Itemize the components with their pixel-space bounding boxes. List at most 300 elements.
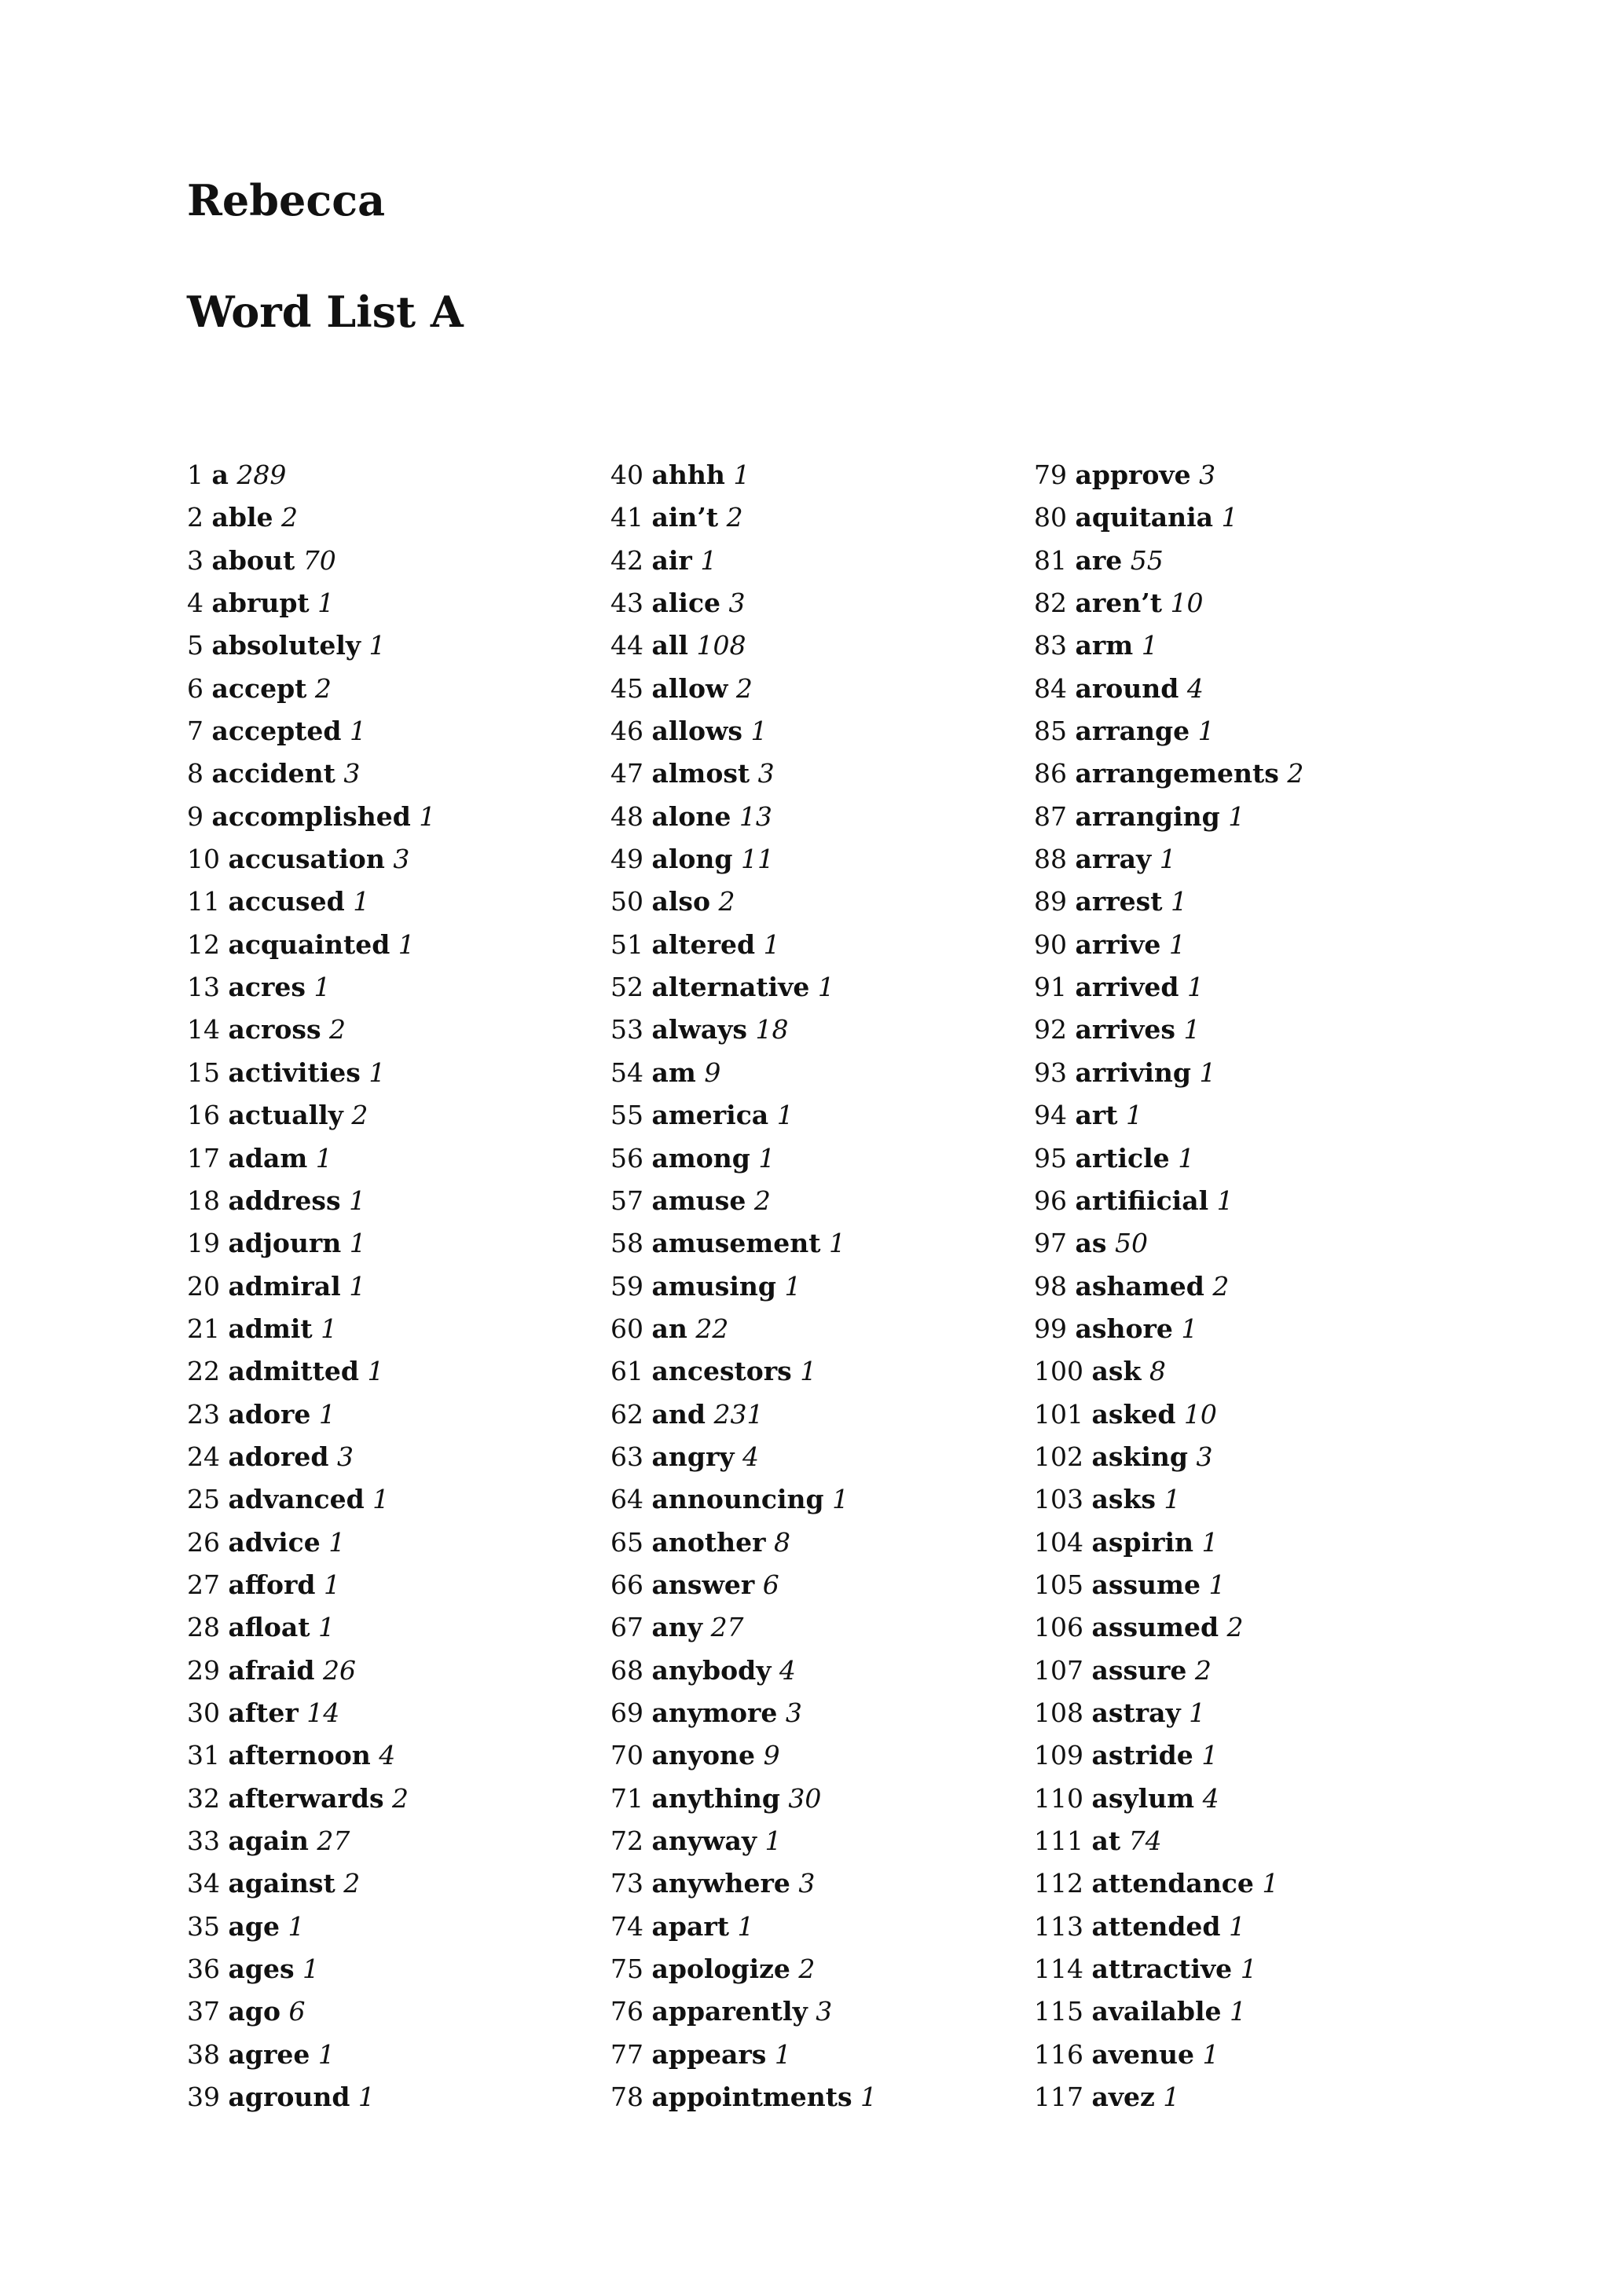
word-entry <box>610 454 1019 496</box>
entry-number: 28 <box>187 1612 220 1643</box>
entry-number: 36 <box>187 1954 220 1985</box>
word-entry <box>1034 454 1443 496</box>
word-entry <box>187 1564 596 1606</box>
entry-word: anyway <box>651 1825 757 1856</box>
word-entry <box>187 1734 596 1777</box>
entry-count: 1 <box>367 1356 384 1387</box>
word-entry <box>610 710 1019 753</box>
word-entry <box>187 881 596 923</box>
entry-word: apologize <box>651 1954 790 1985</box>
entry-count: 3 <box>757 758 775 789</box>
entry-word: afloat <box>228 1612 310 1643</box>
entry-word: article <box>1075 1142 1170 1174</box>
word-entry <box>1034 496 1443 539</box>
entry-count: 1 <box>1262 1868 1279 1899</box>
entry-number: 71 <box>610 1782 643 1814</box>
entry-word: attended <box>1091 1910 1221 1942</box>
entry-count: 1 <box>733 460 750 490</box>
word-entry <box>187 1522 596 1564</box>
entry-word: asks <box>1091 1484 1156 1515</box>
entry-count: 1 <box>372 1484 390 1515</box>
entry-count: 1 <box>1181 1313 1198 1344</box>
entry-count: 1 <box>419 800 436 832</box>
entry-count: 3 <box>785 1697 802 1728</box>
word-entry <box>1034 2034 1443 2076</box>
word-entry <box>187 1393 596 1436</box>
entry-word: another <box>651 1526 766 1558</box>
word-entry <box>1034 582 1443 624</box>
entry-count: 4 <box>779 1654 796 1686</box>
word-entry <box>187 1265 596 1308</box>
word-entry <box>1034 1606 1443 1649</box>
entry-count: 3 <box>343 758 361 789</box>
entry-number: 29 <box>187 1654 220 1686</box>
word-entry <box>1034 710 1443 753</box>
entry-number: 27 <box>187 1569 220 1600</box>
entry-word: arrives <box>1075 1014 1175 1045</box>
entry-number: 88 <box>1034 844 1067 875</box>
entry-number: 5 <box>187 630 203 661</box>
entry-count: 1 <box>1201 1526 1219 1558</box>
word-entry <box>1034 1692 1443 1734</box>
entry-count: 1 <box>349 1228 366 1259</box>
entry-number: 104 <box>1034 1526 1083 1558</box>
entry-number: 94 <box>1034 1100 1067 1131</box>
entry-count: 1 <box>1201 1740 1219 1771</box>
entry-word: advanced <box>228 1484 365 1515</box>
entry-word: arriving <box>1075 1056 1191 1088</box>
entry-count: 3 <box>728 588 746 619</box>
entry-word: also <box>651 886 711 917</box>
entry-number: 17 <box>187 1142 220 1174</box>
entry-count: 10 <box>1183 1398 1217 1430</box>
entry-number: 87 <box>1034 800 1067 832</box>
word-entry <box>610 1436 1019 1478</box>
entry-count: 1 <box>1126 1100 1143 1131</box>
entry-word: alice <box>651 588 721 619</box>
entry-word: anywhere <box>651 1868 790 1899</box>
entry-number: 59 <box>610 1270 643 1302</box>
entry-word: accusation <box>228 844 385 875</box>
word-entry <box>610 1650 1019 1692</box>
entry-word: amusing <box>651 1270 776 1302</box>
entry-number: 84 <box>1034 672 1067 704</box>
entry-word: ashore <box>1075 1313 1173 1344</box>
word-list-column-1 <box>187 454 596 2118</box>
entry-word: adam <box>228 1142 308 1174</box>
entry-word: air <box>651 544 692 576</box>
word-entry <box>610 1734 1019 1777</box>
entry-word: age <box>228 1910 280 1942</box>
entry-word: avenue <box>1091 2038 1195 2070</box>
entry-count: 1 <box>353 886 370 917</box>
entry-number: 116 <box>1034 2038 1083 2070</box>
entry-number: 19 <box>187 1228 220 1259</box>
entry-word: absolutely <box>211 630 361 661</box>
entry-number: 65 <box>610 1526 643 1558</box>
word-entry <box>187 1052 596 1094</box>
entry-word: at <box>1091 1825 1121 1856</box>
entry-word: answer <box>651 1569 755 1600</box>
entry-word: arrived <box>1075 972 1179 1003</box>
entry-number: 6 <box>187 672 203 704</box>
entry-word: anyone <box>651 1740 756 1771</box>
entry-count: 4 <box>379 1740 396 1771</box>
entry-word: arrest <box>1075 886 1163 917</box>
entry-number: 110 <box>1034 1782 1083 1814</box>
word-entry <box>1034 1862 1443 1905</box>
entry-number: 25 <box>187 1484 220 1515</box>
entry-count: 108 <box>696 630 746 661</box>
entry-word: address <box>228 1185 341 1216</box>
entry-word: altered <box>651 928 756 960</box>
entry-number: 83 <box>1034 630 1067 661</box>
entry-number: 57 <box>610 1185 643 1216</box>
entry-number: 30 <box>187 1697 220 1728</box>
entry-word: accomplished <box>211 800 411 832</box>
word-entry <box>1034 540 1443 582</box>
entry-count: 1 <box>750 716 768 747</box>
entry-number: 98 <box>1034 1270 1067 1302</box>
entry-count: 1 <box>317 588 335 619</box>
entry-count: 1 <box>1164 1484 1181 1515</box>
entry-number: 76 <box>610 1996 643 2027</box>
entry-number: 3 <box>187 544 203 576</box>
entry-number: 79 <box>1034 460 1067 490</box>
word-entry <box>1034 668 1443 710</box>
entry-count: 27 <box>317 1825 350 1856</box>
word-entry <box>610 753 1019 795</box>
entry-count: 1 <box>1141 630 1158 661</box>
entry-number: 50 <box>610 886 643 917</box>
entry-count: 1 <box>321 1313 338 1344</box>
entry-word: agree <box>228 2038 310 2070</box>
entry-word: arrangements <box>1075 758 1279 789</box>
entry-number: 80 <box>1034 502 1067 533</box>
entry-count: 2 <box>392 1782 409 1814</box>
entry-number: 100 <box>1034 1356 1083 1387</box>
word-entry <box>610 1820 1019 1862</box>
entry-count: 1 <box>1229 1910 1246 1942</box>
entry-count: 1 <box>1178 1142 1195 1174</box>
entry-count: 9 <box>704 1056 721 1088</box>
entry-word: almost <box>651 758 750 789</box>
entry-word: artifiicial <box>1075 1185 1209 1216</box>
entry-number: 93 <box>1034 1056 1067 1088</box>
word-entry <box>187 753 596 795</box>
word-list-heading: Word List A <box>187 287 464 337</box>
entry-number: 46 <box>610 716 643 747</box>
word-entry <box>610 1222 1019 1265</box>
word-entry <box>610 1137 1019 1180</box>
entry-word: among <box>651 1142 750 1174</box>
word-entry <box>1034 1052 1443 1094</box>
entry-word: am <box>651 1056 696 1088</box>
entry-number: 66 <box>610 1569 643 1600</box>
entry-word: aspirin <box>1091 1526 1193 1558</box>
word-entry <box>187 966 596 1009</box>
word-entry <box>187 1906 596 1948</box>
word-entry <box>187 796 596 838</box>
entry-number: 34 <box>187 1868 220 1899</box>
entry-number: 16 <box>187 1100 220 1131</box>
word-entry <box>187 668 596 710</box>
entry-number: 54 <box>610 1056 643 1088</box>
entry-word: adjourn <box>228 1228 342 1259</box>
entry-number: 105 <box>1034 1569 1083 1600</box>
entry-word: approve <box>1075 460 1191 490</box>
word-entry <box>610 2076 1019 2118</box>
entry-word: array <box>1075 844 1152 875</box>
entry-count: 1 <box>776 1100 794 1131</box>
word-entry <box>610 1052 1019 1094</box>
entry-number: 89 <box>1034 886 1067 917</box>
entry-count: 2 <box>735 672 753 704</box>
entry-count: 1 <box>1183 1014 1201 1045</box>
word-entry <box>1034 1948 1443 1990</box>
entry-number: 41 <box>610 502 643 533</box>
word-entry <box>1034 1778 1443 1820</box>
entry-count: 2 <box>1226 1612 1244 1643</box>
entry-word: and <box>651 1398 706 1430</box>
entry-number: 2 <box>187 502 203 533</box>
entry-word: ancestors <box>651 1356 792 1387</box>
entry-count: 50 <box>1114 1228 1148 1259</box>
word-entry <box>610 1522 1019 1564</box>
entry-count: 4 <box>742 1441 760 1472</box>
entry-number: 86 <box>1034 758 1067 789</box>
entry-number: 103 <box>1034 1484 1083 1515</box>
entry-count: 1 <box>315 1142 332 1174</box>
word-entry <box>1034 2076 1443 2118</box>
entry-word: afterwards <box>228 1782 384 1814</box>
entry-count: 1 <box>832 1484 849 1515</box>
entry-count: 6 <box>288 1996 306 2027</box>
entry-word: ages <box>228 1954 295 1985</box>
entry-number: 14 <box>187 1014 220 1045</box>
entry-word: a <box>211 460 229 490</box>
word-entry <box>1034 1522 1443 1564</box>
entry-word: alone <box>651 800 731 832</box>
entry-count: 13 <box>739 800 772 832</box>
entry-word: arranging <box>1075 800 1220 832</box>
entry-word: ain’t <box>651 502 719 533</box>
entry-count: 1 <box>763 928 780 960</box>
entry-count: 74 <box>1128 1825 1162 1856</box>
entry-count: 2 <box>343 1868 361 1899</box>
entry-count: 1 <box>1197 716 1215 747</box>
word-entry <box>1034 1906 1443 1948</box>
entry-number: 8 <box>187 758 203 789</box>
entry-number: 44 <box>610 630 643 661</box>
entry-number: 55 <box>610 1100 643 1131</box>
entry-word: all <box>651 630 688 661</box>
word-entry <box>610 1478 1019 1521</box>
entry-word: ask <box>1091 1356 1142 1387</box>
entry-number: 63 <box>610 1441 643 1472</box>
entry-word: available <box>1091 1996 1222 2027</box>
entry-word: along <box>651 844 733 875</box>
entry-count: 1 <box>357 2082 375 2113</box>
entry-count: 3 <box>798 1868 816 1899</box>
word-entry <box>610 1350 1019 1393</box>
entry-number: 101 <box>1034 1398 1083 1430</box>
word-entry <box>610 540 1019 582</box>
entry-number: 51 <box>610 928 643 960</box>
entry-count: 1 <box>1186 972 1204 1003</box>
word-entry <box>1034 1137 1443 1180</box>
entry-number: 114 <box>1034 1954 1083 1985</box>
entry-word: angry <box>651 1441 735 1472</box>
entry-word: astray <box>1091 1697 1181 1728</box>
entry-count: 55 <box>1130 544 1164 576</box>
entry-count: 2 <box>718 886 735 917</box>
entry-count: 1 <box>317 2038 335 2070</box>
word-entry <box>187 1222 596 1265</box>
entry-word: apparently <box>651 1996 808 2027</box>
entry-word: attractive <box>1091 1954 1233 1985</box>
word-entry <box>610 966 1019 1009</box>
entry-number: 117 <box>1034 2082 1083 2113</box>
entry-word: avez <box>1091 2082 1155 2113</box>
entry-number: 11 <box>187 886 220 917</box>
entry-word: assumed <box>1091 1612 1219 1643</box>
entry-count: 2 <box>1287 758 1304 789</box>
word-entry <box>1034 1650 1443 1692</box>
entry-count: 4 <box>1186 672 1204 704</box>
entry-count: 1 <box>318 1398 335 1430</box>
word-entry <box>610 1692 1019 1734</box>
entry-number: 18 <box>187 1185 220 1216</box>
word-entry <box>187 1180 596 1222</box>
word-entry <box>187 2076 596 2118</box>
entry-count: 2 <box>281 502 298 533</box>
entry-number: 48 <box>610 800 643 832</box>
entry-count: 1 <box>398 928 415 960</box>
entry-word: attendance <box>1091 1868 1254 1899</box>
entry-count: 1 <box>1199 1056 1216 1088</box>
word-entry <box>610 1606 1019 1649</box>
entry-number: 12 <box>187 928 220 960</box>
entry-count: 18 <box>755 1014 789 1045</box>
entry-word: anymore <box>651 1697 778 1728</box>
entry-number: 39 <box>187 2082 220 2113</box>
entry-number: 78 <box>610 2082 643 2113</box>
entry-word: arrange <box>1075 716 1190 747</box>
entry-number: 111 <box>1034 1825 1083 1856</box>
entry-number: 49 <box>610 844 643 875</box>
entry-count: 26 <box>322 1654 356 1686</box>
entry-word: ago <box>228 1996 280 2027</box>
word-list-column-2 <box>610 454 1019 2118</box>
entry-number: 13 <box>187 972 220 1003</box>
entry-word: ashamed <box>1075 1270 1204 1302</box>
word-entry <box>1034 1308 1443 1350</box>
entry-word: are <box>1075 544 1123 576</box>
entry-word: admiral <box>228 1270 341 1302</box>
entry-word: alternative <box>651 972 810 1003</box>
entry-count: 1 <box>764 1825 782 1856</box>
entry-word: aren’t <box>1075 588 1162 619</box>
entry-number: 106 <box>1034 1612 1083 1643</box>
entry-word: aquitania <box>1075 502 1214 533</box>
entry-number: 74 <box>610 1910 643 1942</box>
entry-number: 72 <box>610 1825 643 1856</box>
word-entry <box>187 1478 596 1521</box>
entry-count: 1 <box>800 1356 817 1387</box>
entry-count: 1 <box>774 2038 791 2070</box>
entry-number: 53 <box>610 1014 643 1045</box>
entry-count: 1 <box>1159 844 1176 875</box>
entry-word: about <box>211 544 295 576</box>
entry-word: adore <box>228 1398 311 1430</box>
entry-count: 11 <box>741 844 774 875</box>
entry-number: 113 <box>1034 1910 1083 1942</box>
word-entry <box>1034 1265 1443 1308</box>
entry-count: 1 <box>349 1185 366 1216</box>
word-entry <box>610 1094 1019 1137</box>
word-entry <box>187 496 596 539</box>
entry-word: accepted <box>211 716 342 747</box>
entry-number: 70 <box>610 1740 643 1771</box>
word-entry <box>187 540 596 582</box>
entry-word: against <box>228 1868 335 1899</box>
entry-count: 1 <box>318 1612 335 1643</box>
entry-number: 115 <box>1034 1996 1083 2027</box>
entry-number: 58 <box>610 1228 643 1259</box>
word-entry <box>1034 966 1443 1009</box>
entry-number: 26 <box>187 1526 220 1558</box>
entry-count: 6 <box>762 1569 779 1600</box>
entry-number: 91 <box>1034 972 1067 1003</box>
entry-count: 8 <box>1149 1356 1166 1387</box>
word-entry <box>1034 1393 1443 1436</box>
entry-number: 95 <box>1034 1142 1067 1174</box>
entry-number: 108 <box>1034 1697 1083 1728</box>
entry-word: anything <box>651 1782 780 1814</box>
entry-number: 52 <box>610 972 643 1003</box>
entry-number: 69 <box>610 1697 643 1728</box>
entry-number: 67 <box>610 1612 643 1643</box>
entry-number: 4 <box>187 588 203 619</box>
word-entry <box>610 496 1019 539</box>
entry-word: activities <box>228 1056 361 1088</box>
entry-count: 1 <box>1168 928 1186 960</box>
word-entry <box>610 1393 1019 1436</box>
word-entry <box>610 2034 1019 2076</box>
entry-word: acres <box>228 972 306 1003</box>
entry-number: 60 <box>610 1313 643 1344</box>
entry-count: 14 <box>306 1697 340 1728</box>
entry-word: astride <box>1091 1740 1193 1771</box>
entry-word: admitted <box>228 1356 359 1387</box>
entry-count: 1 <box>1170 886 1187 917</box>
entry-count: 3 <box>816 1996 833 2027</box>
word-entry <box>610 582 1019 624</box>
word-entry <box>187 624 596 667</box>
entry-number: 23 <box>187 1398 220 1430</box>
entry-count: 289 <box>236 460 287 490</box>
entry-word: again <box>228 1825 309 1856</box>
entry-count: 1 <box>700 544 717 576</box>
document-title: Rebecca <box>187 175 386 225</box>
word-entry <box>610 1265 1019 1308</box>
entry-count: 2 <box>1212 1270 1230 1302</box>
entry-number: 68 <box>610 1654 643 1686</box>
word-entry <box>1034 1820 1443 1862</box>
word-entry <box>187 1350 596 1393</box>
word-entry <box>187 1650 596 1692</box>
